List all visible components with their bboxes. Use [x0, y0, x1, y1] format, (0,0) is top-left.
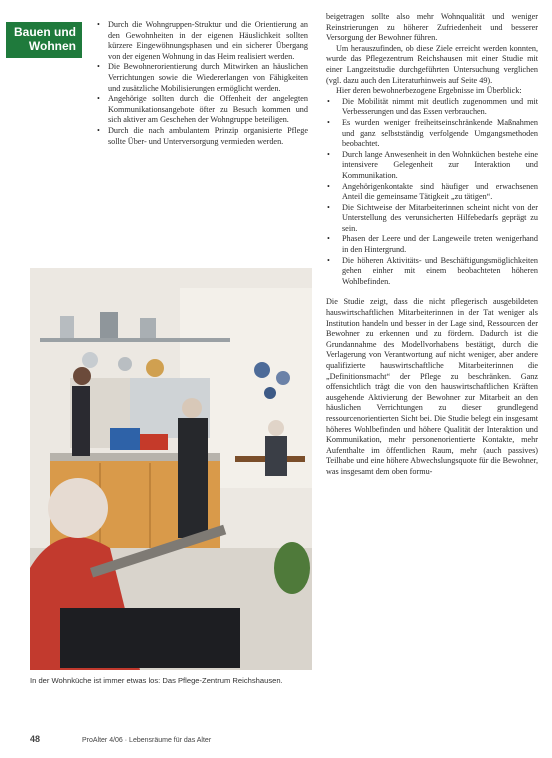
body-paragraph: beigetragen sollte also mehr Wohnqualität und weniger Reinstrierungen zu höherer Zufriedenheit und besserer Versorgung der Bewohner führen.: [326, 12, 538, 43]
list-item: • Angehörigenkontakte sind häufiger und erwachsenen Anteil die gemeinsame Tätigkeit „zu tätigen“.: [326, 182, 538, 203]
page-footer: [30, 734, 530, 744]
kitchen-photo: [30, 268, 312, 670]
kitchen-photo-illustration: [30, 268, 312, 670]
section-tag: [6, 22, 82, 58]
list-item: • Durch die Wohngruppen-Struktur und die Orientierung an den Gewohnheiten in der eigenen Häuslichkeit sollten kürzere Eingewöhnungsphasen und ein sicherer Übergang von der eigenen Wohnung in das Heim realisiert werden.: [96, 20, 308, 62]
list-item: • Die Mobilität nimmt mit deutlich zugenommen und mit Verbesserungen und das Essen verbrauchen.: [326, 97, 538, 118]
right-bullet-list: [326, 97, 538, 288]
photo-caption: In der Wohnküche ist immer etwas los: Das Pflege-Zentrum Reichshausen.: [30, 676, 283, 685]
list-item: • Phasen der Leere und der Langeweile treten wenigerhand in den Hintergrund.: [326, 234, 538, 255]
right-text-column: [326, 12, 538, 478]
list-item: • Die höheren Aktivitäts- und Beschäftigungsmöglichkeiten gehen einher mit einem beobachteten höheren Wohlbefinden.: [326, 256, 538, 288]
body-paragraph: Hier deren bewohnerbezogene Ergebnisse im Überblick:: [336, 86, 522, 96]
footer-source: ProAlter 4/06 · Lebensräume für das Alter: [81, 737, 212, 744]
list-item: • Angehörige sollten durch die Offenheit der angelegten Kommunikationsangebote öfter zu Besuch kommen und sich aktiver am Geschehen der Wohngruppe beteiligen.: [96, 94, 308, 126]
left-text-column: [96, 20, 308, 147]
list-item: • Die Sichtweise der Mitarbeiterinnen scheint nicht von der Unterstellung des verunsicherten Hilfebedarfs geprägt zu sein.: [326, 203, 538, 235]
list-item: • Es wurden weniger freiheitseinschränkende Maßnahmen und ganz selbstständig verfolgende Umgangsmethoden beobachtet.: [326, 118, 538, 150]
list-item: • Die Bewohnerorientierung durch Mitwirken an häuslichen Verrichtungen sowie die Wiedererlangen von Fähigkeiten und zusätzliche Mobilisierungen ermöglicht werden.: [96, 62, 308, 94]
page-number: 48: [30, 734, 41, 744]
section-tag-line1: Bauen und: [14, 25, 76, 39]
body-paragraph: Die Studie zeigt, dass die nicht pflegerisch ausgebildeten hauswirtschaftlichen Mitarbeiterinnen in der Tat weniger als Institution handeln und besser in der Lage sind, Ressourcen der Bewohner zu erkennen und zu fördern. Dadurch ist die Grundannahme des Modellvorhabens bestätigt, durch die Verlagerung von Verantwortung auf nicht weniger, aber andere qualifizierte hauswirtschaftliche Mitarbeiterinnen die „Definitionsmacht“ der Pflege zu beschränken. Ganz offensichtlich trägt die von den hauswirtschaftlichen Kräften ausgehende Aktivierung der Bewohner zur Mitarbeit an den häuslichen Verrichtungen zu dieser grundlegend ressourcenorientierten Sicht bei. Die Studie belegt ein insgesamt höheres Wohlbefinden und höhere Qualität der Interaktion und Kommunikation, mehr personenorientierte Kontakte, mehr Aufenthalte im öffentlichen Raum, mehr (auch passives) Teilhabe und eine höhere Abwechslungsquote für die Bewohner, was insgesamt dem oben formu-: [326, 297, 538, 476]
section-tag-line2: Wohnen: [28, 39, 76, 53]
body-paragraph: Um herauszufinden, ob diese Ziele erreicht werden konnten, wurde das Pflegezentrum Reichshausen mit einer Studie mit einer Langzeitstudie durchgeführten Untersuchung verglichen (vgl. dazu auch den Literaturhinweis auf Seite 49).: [326, 43, 538, 85]
list-item: • Durch lange Anwesenheit in den Wohnküchen bestehe eine intensivere Gelegenheit zur Interaktion und Kommunikation.: [326, 150, 538, 182]
left-bullet-list: [96, 20, 308, 147]
list-item: • Durch die nach ambulantem Prinzip organisierte Pflege sollte Über- und Unterversorgung vermieden werden.: [96, 126, 308, 147]
